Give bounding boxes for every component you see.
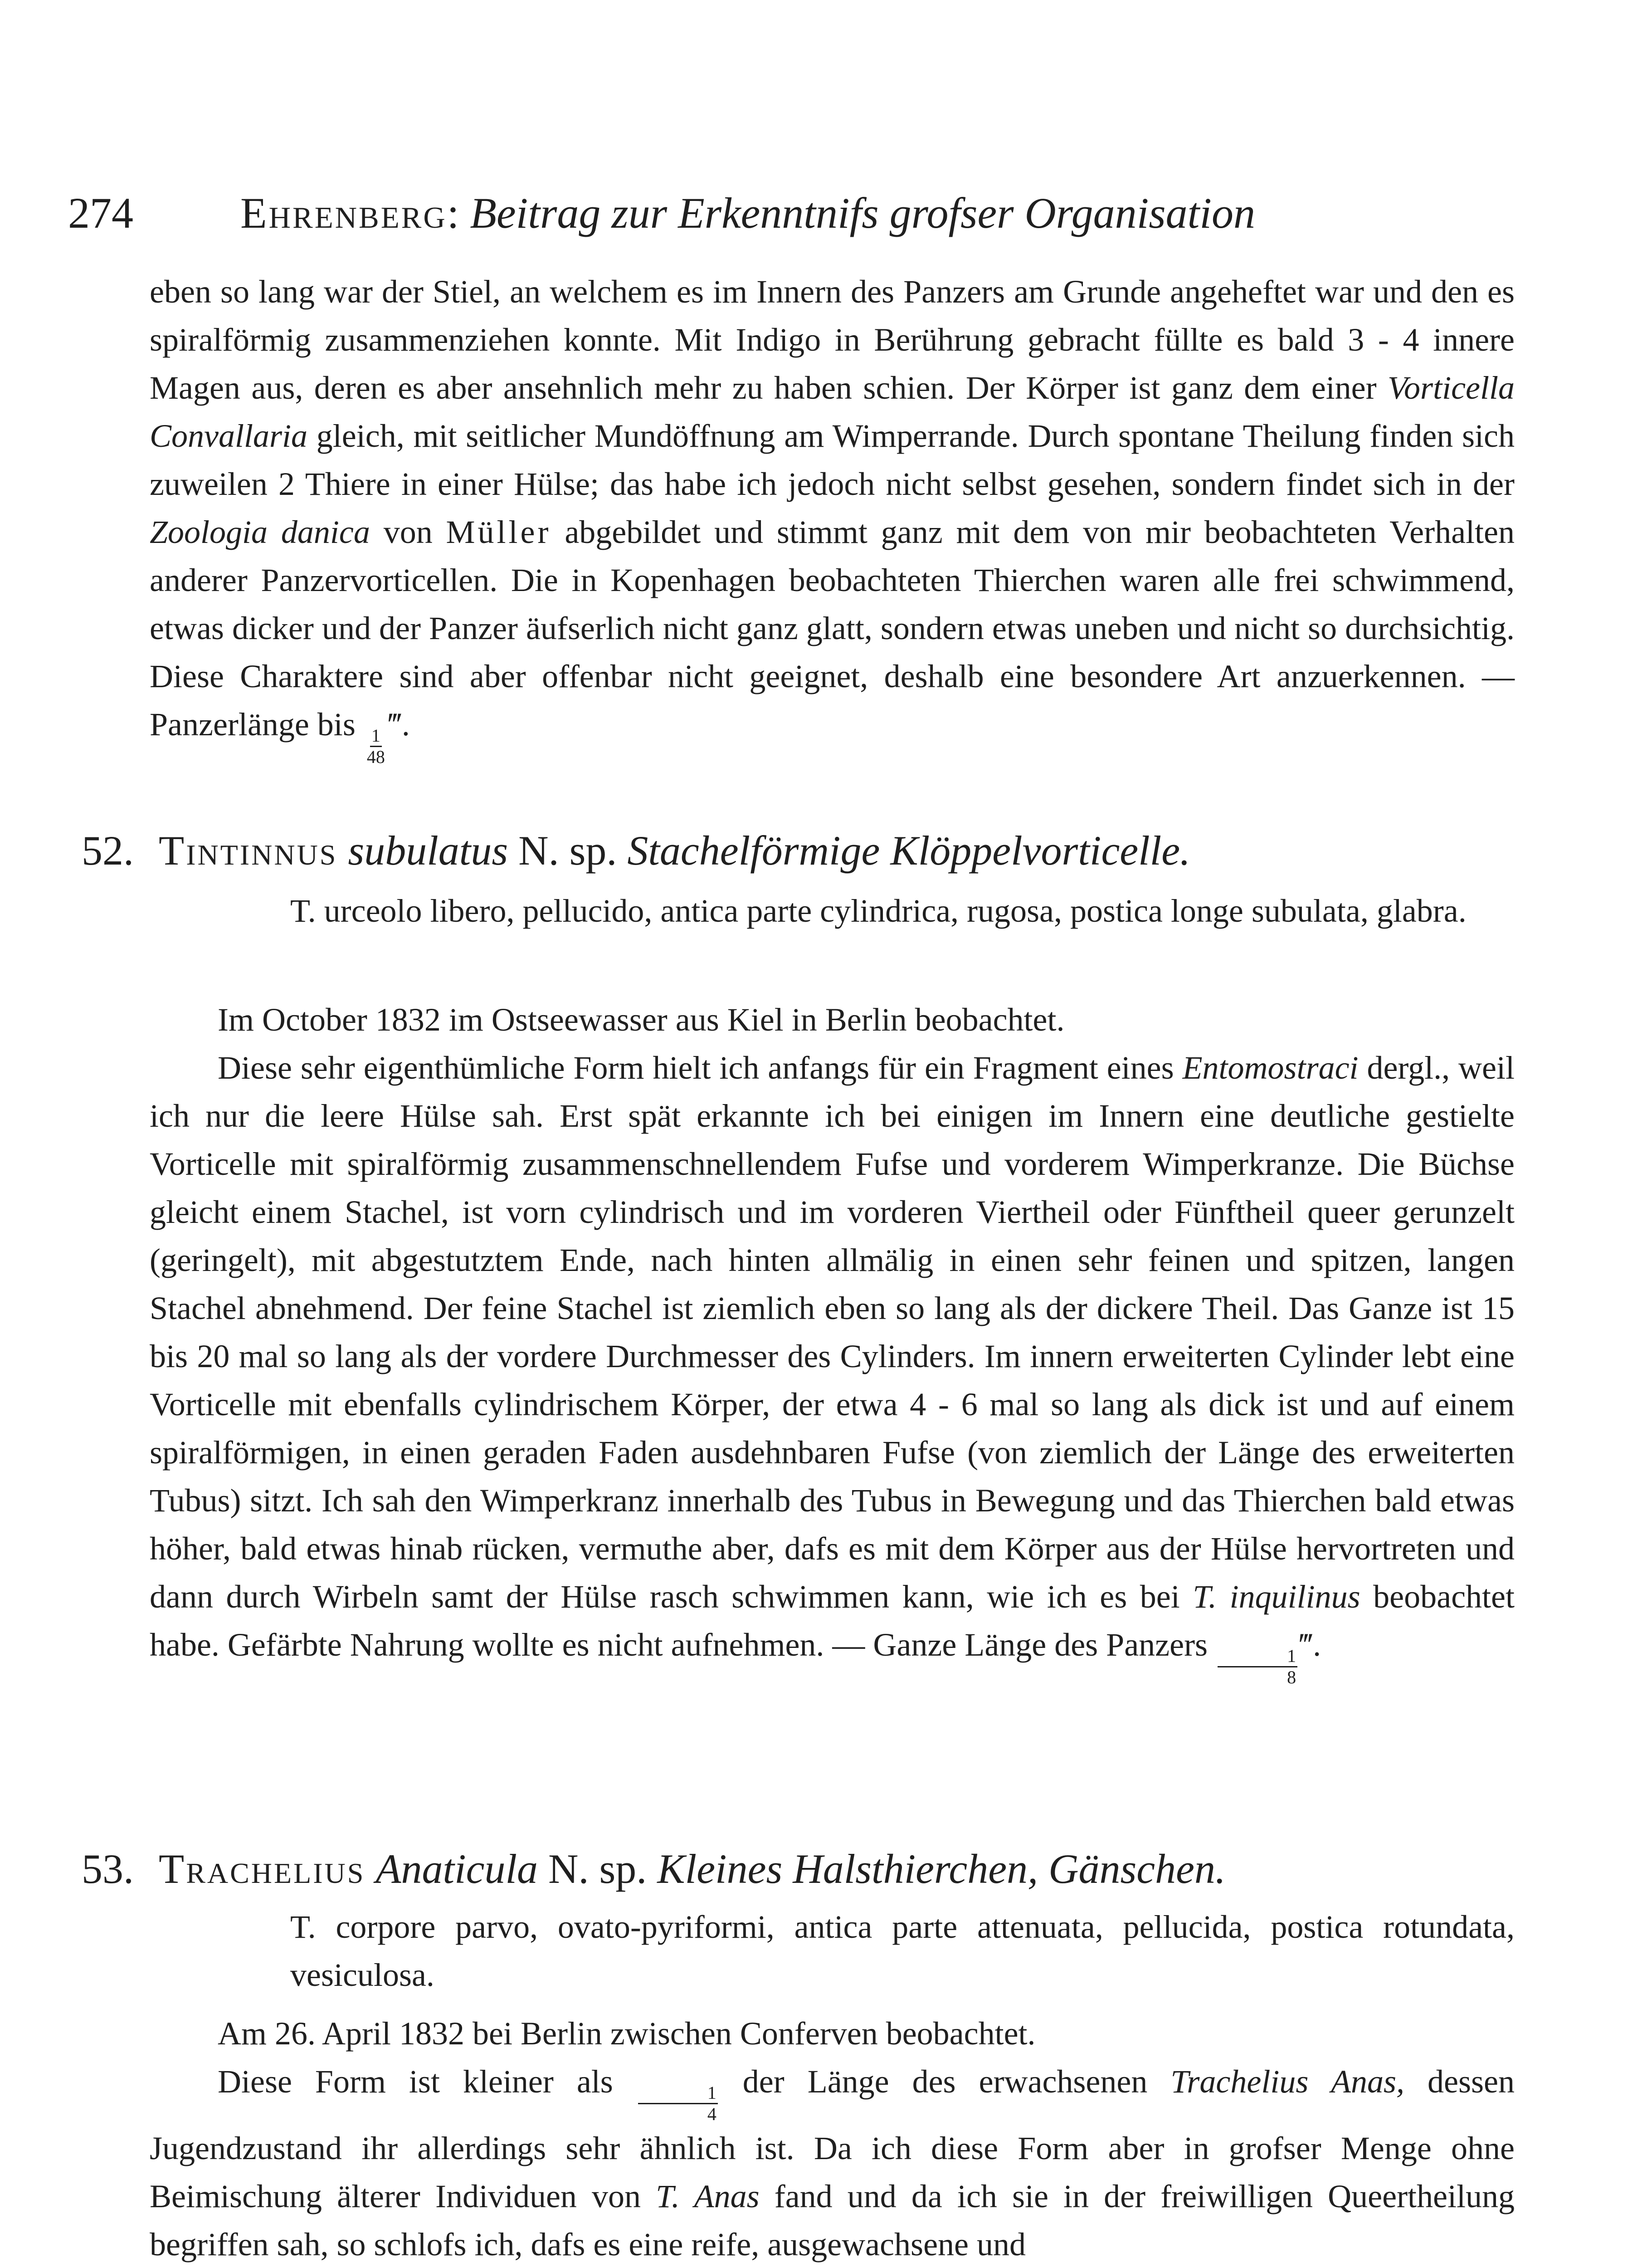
new-species-marker: N. sp. (518, 827, 617, 874)
total-length-fraction (1218, 1646, 1297, 1687)
species-name: Anaticula (375, 1846, 538, 1892)
description-text-1: Diese Form ist kleiner als (218, 2063, 636, 2100)
fraction-denominator: 4 (707, 2104, 716, 2124)
size-fraction (638, 2083, 718, 2124)
description-text-1: Diese sehr eigenthümliche Form hielt ich anfangs für ein Fragment eines (218, 1050, 1183, 1086)
section-52-body (150, 996, 1515, 1687)
description-text (150, 1044, 1515, 1687)
intro-text-3: von (370, 514, 446, 550)
author-name: Ehrenberg (240, 189, 447, 237)
fraction-denominator: 48 (366, 747, 385, 767)
section-number: 53. (82, 1846, 134, 1892)
section-53-diagnosis (290, 1903, 1515, 1999)
section-53-heading (82, 1842, 1515, 1896)
unit-lines: ‴. (1299, 1627, 1321, 1663)
intro-paragraph (150, 268, 1515, 767)
header-colon: : (447, 189, 459, 237)
german-name: Stachelförmige Klöppelvorticelle. (627, 827, 1191, 874)
german-name: Kleines Halsthierchen, Gänschen. (657, 1846, 1226, 1892)
fraction-numerator: 1 (638, 2083, 718, 2104)
running-title (240, 186, 1255, 240)
genus-name: Tintinnus (159, 827, 338, 874)
species-trachelius-anas: Trachelius Anas, (1170, 2063, 1405, 2100)
unit-lines: ‴. (388, 706, 410, 743)
observation-note: Am 26. April 1832 bei Berlin zwischen Conferven beobachtet. (218, 2015, 1036, 2052)
species-t-anas: T. Anas (656, 2178, 760, 2214)
section-53-body (150, 2009, 1515, 2268)
intro-text-4: abgebildet und stimmt ganz mit dem von mir beobachteten Verhalten anderer Panzervorticellen. Die in Kopenhagen beobachteten Thierchen waren alle frei schwimmend, etwas dicker und der Panzer äufserlich nicht ganz glatt, sondern etwas uneben und nicht so durchsichtig. Diese Charaktere sind aber offenbar nicht geeignet, deshalb eine besondere Art anzuerkennen. — Panzerlänge bis (150, 514, 1515, 743)
fraction-numerator: 1 (1218, 1646, 1297, 1667)
armor-length-fraction (365, 726, 386, 767)
page-header (68, 186, 1519, 249)
intro-text-1: eben so lang war der Stiel, an welchem es im Innern des Panzers am Grunde angeheftet war und den es spiralförmig zusammenziehen konnte. Mit Indigo in Berührung gebracht füllte es bald 3 - 4 innere Magen aus, deren es aber ansehnlich mehr zu haben schien. Der Körper ist ganz dem einer (150, 274, 1515, 406)
intro-text-2: gleich, mit seitlicher Mundöffnung am Wimperrande. Durch spontane Theilung finden sich zuweilen 2 Thiere in einer Hülse; das habe ich jedoch nicht selbst gesehen, sondern findet sich in der (150, 418, 1515, 502)
species-name: subulatus (348, 827, 508, 874)
species-vorticella-convallaria: Vorticella Convallaria (150, 370, 1515, 454)
description-text-4: fand und da ich sie in der freiwilligen Queertheilung begriffen sah, so schlofs ich, dafs es eine reife, ausgewachsene und (150, 2178, 1515, 2263)
description-text-2: der Länge des erwachsenen (719, 2063, 1171, 2100)
fraction-numerator: 1 (370, 726, 382, 747)
intro-text (150, 268, 1515, 767)
genus-name: Trachelius (159, 1846, 365, 1892)
article-title: Beitrag zur Erkenntnifs grofser Organisation (470, 189, 1255, 237)
description-text-2: dergl., weil ich nur die leere Hülse sah. Erst spät erkannte ich bei einigen im Innern eine deutliche gestielte Vorticelle mit spiralförmig zusammenschnellendem Fufse und vorderem Wimperkranze. Die Büchse gleicht einem Stachel, ist vorn cylindrisch und im vorderen Viertheil oder Fünftheil queer gerunzelt (geringelt), mit abgestutztem Ende, nach hinten allmälig in einen sehr feinen und spitzen, langen Stachel abnehmend. Der feine Stachel ist ziemlich eben so lang als der dickere Theil. Das Ganze ist 15 bis 20 mal so lang als der vordere Durchmesser des Cylinders. Im innern erweiterten Cylinder lebt eine Vorticelle mit ebenfalls cylindrischem Körper, der etwa 4 - 6 mal so lang als dick ist und auf einem spiralförmigen, in einen geraden Faden ausdehnbaren Fufse (von ziemlich der Länge des erweiterten Tubus) sitzt. Ich sah den Wimperkranz innerhalb des Tubus in Bewegung und das Thierchen bald etwas höher, bald etwas hinab rücken, vermuthe aber, dafs es mit dem Körper aus der Hülse hervortreten und dann durch Wirbeln samt der Hülse rasch schwimmen kann, wie ich es bei (150, 1050, 1515, 1615)
description-text (150, 2058, 1515, 2268)
author-mueller: Müller (446, 514, 551, 550)
fraction-denominator: 8 (1287, 1667, 1296, 1687)
new-species-marker: N. sp. (548, 1846, 647, 1892)
page-number: 274 (68, 189, 133, 237)
description-text-3: dessen Jugendzustand ihr allerdings sehr ähnlich ist. Da ich diese Form aber in grofser Menge ohne Beimischung älterer Individuen von (150, 2063, 1515, 2214)
species-t-inquilinus: T. inquilinus (1193, 1579, 1360, 1615)
section-number: 52. (82, 827, 134, 874)
latin-diagnosis: T. urceolo libero, pellucido, antica parte cylindrica, rugosa, postica longe subulata, glabra. (290, 893, 1467, 929)
section-52-diagnosis (290, 887, 1515, 935)
taxon-entomostraci: Entomostraci (1182, 1050, 1359, 1086)
book-zoologia-danica: Zoologia danica (150, 514, 370, 550)
observation-note: Im October 1832 im Ostseewasser aus Kiel in Berlin beobachtet. (218, 1002, 1065, 1038)
latin-diagnosis: T. corpore parvo, ovato-pyriformi, antica parte attenuata, pellucida, postica rotundata, vesiculosa. (290, 1909, 1515, 1993)
description-text-3: beobachtet habe. Gefärbte Nahrung wollte es nicht aufnehmen. — Ganze Länge des Panzers (150, 1579, 1515, 1663)
section-52-heading (82, 823, 1515, 878)
